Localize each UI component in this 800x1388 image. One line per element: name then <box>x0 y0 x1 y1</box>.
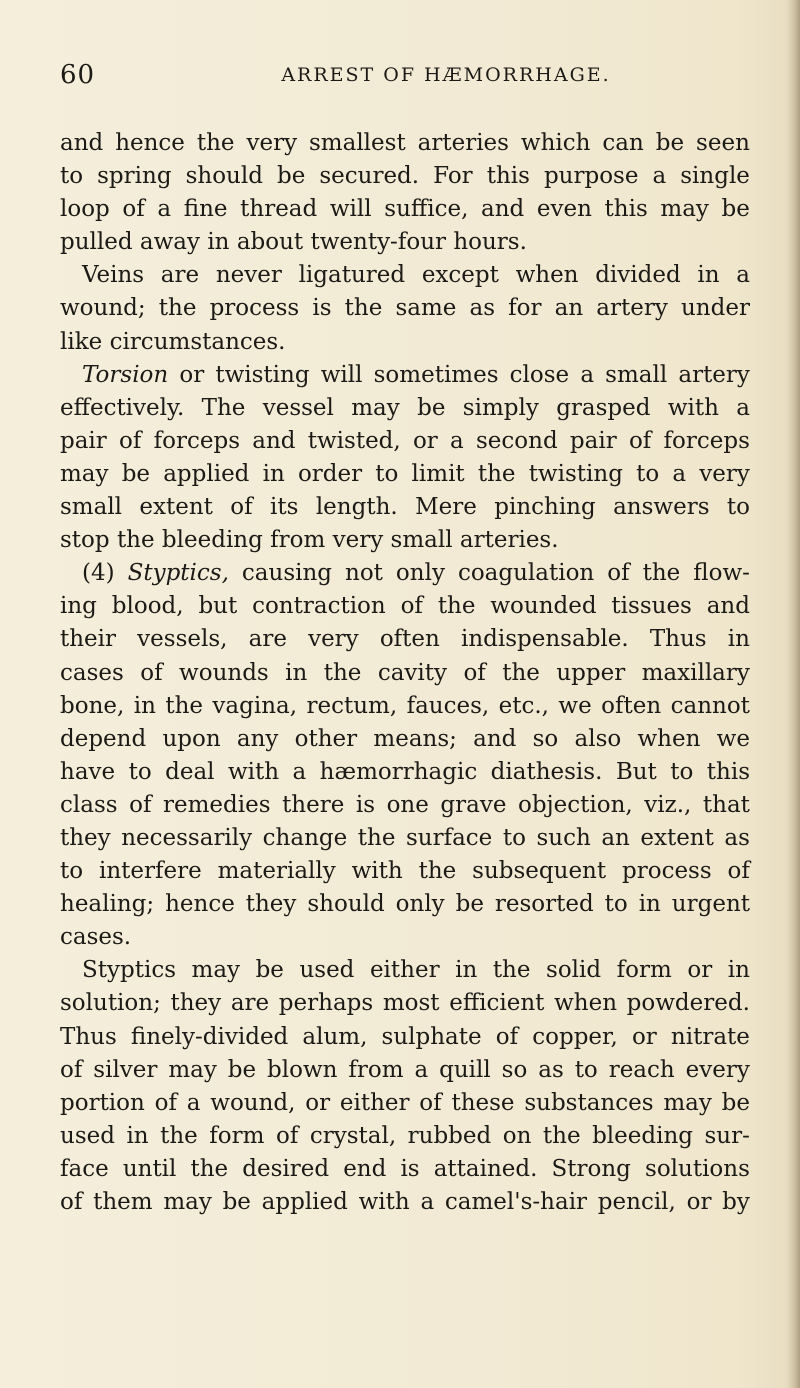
text-line: effectively. The vessel may be simply grasped with a <box>60 394 750 421</box>
text-line: Thus finely-divided alum, sulphate of copper, or nitrate <box>60 1023 750 1050</box>
text-line: small extent of its length. Mere pinching answers to <box>60 494 750 521</box>
text-line: portion of a wound, or either of these substances may be <box>60 1089 750 1116</box>
text-line: of them may be applied with a camel's-hair pencil, or by <box>60 1189 750 1215</box>
text-line: to interfere materially with the subsequent process of <box>60 858 750 885</box>
text-line: they necessarily change the surface to such an extent as <box>60 824 750 851</box>
text-line: cases. <box>60 924 132 951</box>
text-line: face until the desired end is attained. Strong solutions <box>60 1155 750 1182</box>
text-line: healing; hence they should only be resorted to in urgent <box>60 891 750 918</box>
running-head: ARREST OF HÆMORRHAGE. <box>281 64 611 86</box>
text-line: solution; they are perhaps most efficient when powdered. <box>60 990 750 1017</box>
text-line: stop the bleeding from very small arteries. <box>60 527 559 554</box>
text-line: may be applied in order to limit the twisting to a very <box>60 460 750 487</box>
page-header <box>60 60 740 94</box>
text-line: depend upon any other means; and so also when we <box>60 725 750 752</box>
page-edge-shadow <box>786 0 800 1388</box>
text-line: class of remedies there is one grave objection, viz., that <box>60 791 750 818</box>
text-line: wound; the process is the same as for an artery under <box>60 295 750 322</box>
text-line: pulled away in about twenty-four hours. <box>60 229 527 256</box>
text-line: pair of forceps and twisted, or a second pair of forceps <box>60 427 750 454</box>
text-line: their vessels, are very often indispensable. Thus in <box>60 626 750 653</box>
text-line: of silver may be blown from a quill so as to reach every <box>60 1056 750 1083</box>
text-line: ing blood, but contraction of the wounded tissues and <box>60 593 750 620</box>
text-line: have to deal with a hæmorrhagic diathesis. But to this <box>60 758 750 785</box>
text-line: bone, in the vagina, rectum, fauces, etc., we often cannot <box>60 692 750 719</box>
text-line: cases of wounds in the cavity of the upper maxillary <box>60 659 750 686</box>
text-line: Veins are never ligatured except when divided in a <box>82 262 750 289</box>
text-line: to spring should be secured. For this purpose a single <box>60 163 750 190</box>
text-line: Styptics may be used either in the solid form or in <box>82 957 750 984</box>
text-line: loop of a fine thread will suffice, and even this may be <box>60 196 750 223</box>
text-line: like circumstances. <box>60 328 286 355</box>
text-line: and hence the very smallest arteries which can be seen <box>60 130 750 156</box>
page-number: 60 <box>60 60 96 90</box>
text-line: used in the form of crystal, rubbed on the bleeding sur- <box>60 1122 750 1149</box>
text-line: Torsion or twisting will sometimes close a small artery <box>82 361 750 388</box>
body-text <box>60 127 750 1219</box>
text-line: (4) Styptics, causing not only coagulation of the flow- <box>82 560 750 587</box>
